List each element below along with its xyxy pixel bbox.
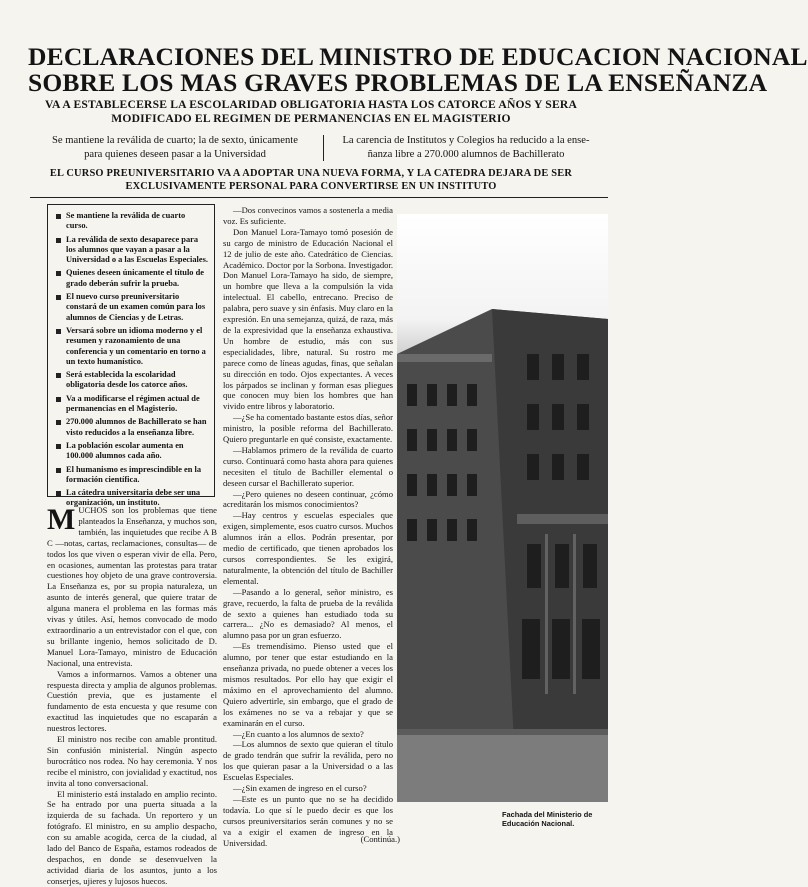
photo-caption: Fachada del Ministerio de Educación Nacional. <box>502 810 593 828</box>
col2-paragraph: —Es tremendísimo. Pienso usted que el alumno, por tener que estar estudiando en la enseñanza privada, no puede obtener a veces los mismos resultados. Por ello hay que exigir el máximo en el aprovechamiento del alumno. Quiero advertirle, sin embargo, que el grado de los exámenes no se va a rebajar y que se examinarán en el curso. <box>223 641 393 728</box>
col2-paragraph: —Dos convecinos vamos a sostenerla a media voz. Es suficiente. <box>223 205 393 226</box>
col2-paragraph: —Hablamos primero de la reválida de cuarto curso. Continuará como hasta ahora para quienes necesiten el título de Bachiller elemental o deseen cursar el Bachillerato superior. <box>223 444 393 488</box>
highlight-item: Va a modificarse el régimen actual de permanencias en el Magisterio. <box>56 394 208 415</box>
highlight-item: Se mantiene la reválida de cuarto curso. <box>56 211 208 232</box>
col2-paragraph: —Pasando a lo general, señor ministro, es grave, recuerdo, la falta de prueba de la reválida de sexto a quienes han estudiado toda su carrera... ¿No es demasiado? Al menos, el alumno pasa por un gran esfuerzo. <box>223 586 393 641</box>
col1-paragraph: El ministerio está instalado en amplio recinto. Se ha entrado por una puerta situada a la izquierda de su fachada. Un reportero y un fotógrafo. El ministro, en su amplio despacho, con su amable acogida, cerca de la ciudad, al lado del Banco de España, estamos rodeados de despachos, en donde se desenvuelven la actividad diaria de los asuntos, junto a los conserjes, ujieres y lujosos huecos. <box>47 788 217 886</box>
highlight-item: Quienes deseen únicamente el título de grado deberán sufrir la prueba. <box>56 268 208 289</box>
summary-left <box>30 134 320 162</box>
deck-line-1: EL CURSO PREUNIVERSITARIO VA A ADOPTAR UNA NUEVA FORMA, Y LA CATEDRA DEJARA DE SER <box>49 168 573 179</box>
col2-paragraph: —Este es un punto que no se ha decidido todavía. Lo que sí le puedo decir es que los cursos preuniversitarios serán comunes y no se va a exigir el examen de ingreso en la Universidad. <box>223 793 393 848</box>
subhead-line-2: MODIFICADO EL REGIMEN DE PERMANENCIAS EN EL MAGISTERIO <box>111 112 511 125</box>
highlights-box <box>47 204 215 508</box>
col2-paragraph: —¿En cuanto a los alumnos de sexto? <box>233 728 364 739</box>
highlight-item: El humanismo es imprescindible en la formación científica. <box>56 465 208 486</box>
continued-note: (Continúa.) <box>360 834 400 844</box>
col1-paragraph: Vamos a informarnos. Vamos a obtener una respuesta directa y amplia de algunos problemas. Cuestión previa, que es justamente el fundamento de esta encuesta y que resume con exactitud las inquietudes que no escaparán a nuestros lectores. <box>47 668 217 734</box>
col2-paragraph: —Hay centros y escuelas especiales que exigen, simplemente, esos cuatro cursos. Muchos alumnos irán a ellos. Podrán presentar, por medio de certificado, que tienen aprobados los cursos correspondientes. Se les exigirá, naturalmente, la obtención del título de Bachiller elemental. <box>223 510 393 586</box>
headline-line-1: DECLARACIONES DEL MINISTRO DE EDUCACION NACIONAL <box>28 42 808 71</box>
article-column-1 <box>47 503 217 886</box>
col1-paragraph: El ministro nos recibe con amable prontitud. Sin confusión ministerial. Ningún aspecto burocrático nos rodea. No hay ceremonia. Y nos recibe el ministro, con jovialidad y exactitud, nos invita al tono conversacional. <box>47 734 217 788</box>
summary-right-line-1: La carencia de Institutos y Colegios ha reducido a la ense- <box>342 135 590 146</box>
highlight-item: 270.000 alumnos de Bachillerato se han visto reducidos a la enseñanza libre. <box>56 417 208 438</box>
headline-line-2: SOBRE LOS MAS GRAVES PROBLEMAS DE LA ENSEÑANZA <box>28 68 768 97</box>
summary-right-line-2: ñanza libre a 270.000 alumnos de Bachillerato <box>367 149 565 160</box>
col2-paragraph: Don Manuel Lora-Tamayo tomó posesión de su cargo de ministro de Educación Nacional el 12 de julio de este año. Catedrático de Ciencias. Académico. Doctor por la Sorbona. Investigador. Don Manuel Lora-Tamayo ha sido, de siempre, un hombre que lleva a la compulsión la vida intelectual. El cabello, entrecano. Preciso de palabra, pero suave y sin énfasis. Muy claro en la expresión. En una semejanza, quizá, de raza, más de la expresividad que la enseñanza exhaustiva. Un hombre de estudio, más con sus especialidades, libre, natural. Su rostro me parece como de líneas agudas, finas, que señalan su dirección en todo. Ojos expectantes. A veces los párpados se inclinan y forman esas pliegues que conocen muy bien los hombres que han vivido entre libros y laboratorio. <box>223 226 393 412</box>
highlights-list <box>48 205 214 509</box>
summary-left-line-2: para quienes deseen pasar a la Universidad <box>84 149 266 160</box>
col2-paragraph: —¿Pero quienes no deseen continuar, ¿cómo acreditarán los mismos conocimientos? <box>223 488 393 510</box>
col1-paragraph: UCHOS son los problemas que tiene planteados la Enseñanza, y muchos son, también, las inquietudes que recibe A B C —notas, cartas, reclamaciones, consultas— de todos los que viven o esperan vivir de ella. Pero, en ocasiones, aumentan las protestas para tratar cuestiones hoy objeto de una grave controversia. La Enseñanza es, por su propia naturaleza, un asunto de interés general, que quiere tratar de alguna manera el problema en las formas más vivas y útiles. Así, hemos convocado de modo extraordinario a un entrevistador con el que, con su brillante ingenio, hemos solicitado de D. Manuel Lora-Tamayo, ministro de Educación Nacional, una entrevista. <box>47 505 217 668</box>
highlight-item: El nuevo curso preuniversitario constará de un examen común para los alumnos de Ciencias y de Letras. <box>56 292 208 323</box>
col2-paragraph: —¿Se ha comentado bastante estos días, señor ministro, la posible reforma del Bachillerato. Quiero preguntarle en qué consiste, exactamente. <box>223 412 393 445</box>
highlight-item: Versará sobre un idioma moderno y el resumen y razonamiento de una conferencia y un comentario en torno a un texto humanístico. <box>56 326 208 367</box>
col2-paragraph: —Los alumnos de sexto que quieran el título de grado tendrán que sufrir la reválida, pero no los que quieran pasar a la Universidad o a las Escuelas Especiales. <box>223 739 393 783</box>
ministry-building-photo <box>397 214 608 802</box>
summary-right <box>326 134 606 162</box>
summary-divider <box>323 135 324 161</box>
col2-paragraph: —¿Sin examen de ingreso en el curso? <box>233 783 367 794</box>
highlight-item: Será establecida la escolaridad obligatoria desde los catorce años. <box>56 370 208 391</box>
deck-rule <box>30 197 608 198</box>
building-illustration <box>397 214 608 802</box>
highlight-item: La reválida de sexto desaparece para los alumnos que vayan a pasar a la Universidad o a las Escuelas Especiales. <box>56 235 208 266</box>
highlight-item: La población escolar aumenta en 100.000 alumnos cada año. <box>56 441 208 462</box>
deck-line-2: EXCLUSIVAMENTE PERSONAL PARA CONVERTIRSE EN UN INSTITUTO <box>125 181 497 192</box>
summary-left-line-1: Se mantiene la reválida de cuarto; la de sexto, únicamente <box>52 135 298 146</box>
drop-cap: M <box>47 503 76 536</box>
highlight-item: La cátedra universitaria debe ser una organización, un instituto. <box>56 488 208 509</box>
subhead-line-1: VA A ESTABLECERSE LA ESCOLARIDAD OBLIGATORIA HASTA LOS CATORCE AÑOS Y SERA <box>44 98 578 111</box>
